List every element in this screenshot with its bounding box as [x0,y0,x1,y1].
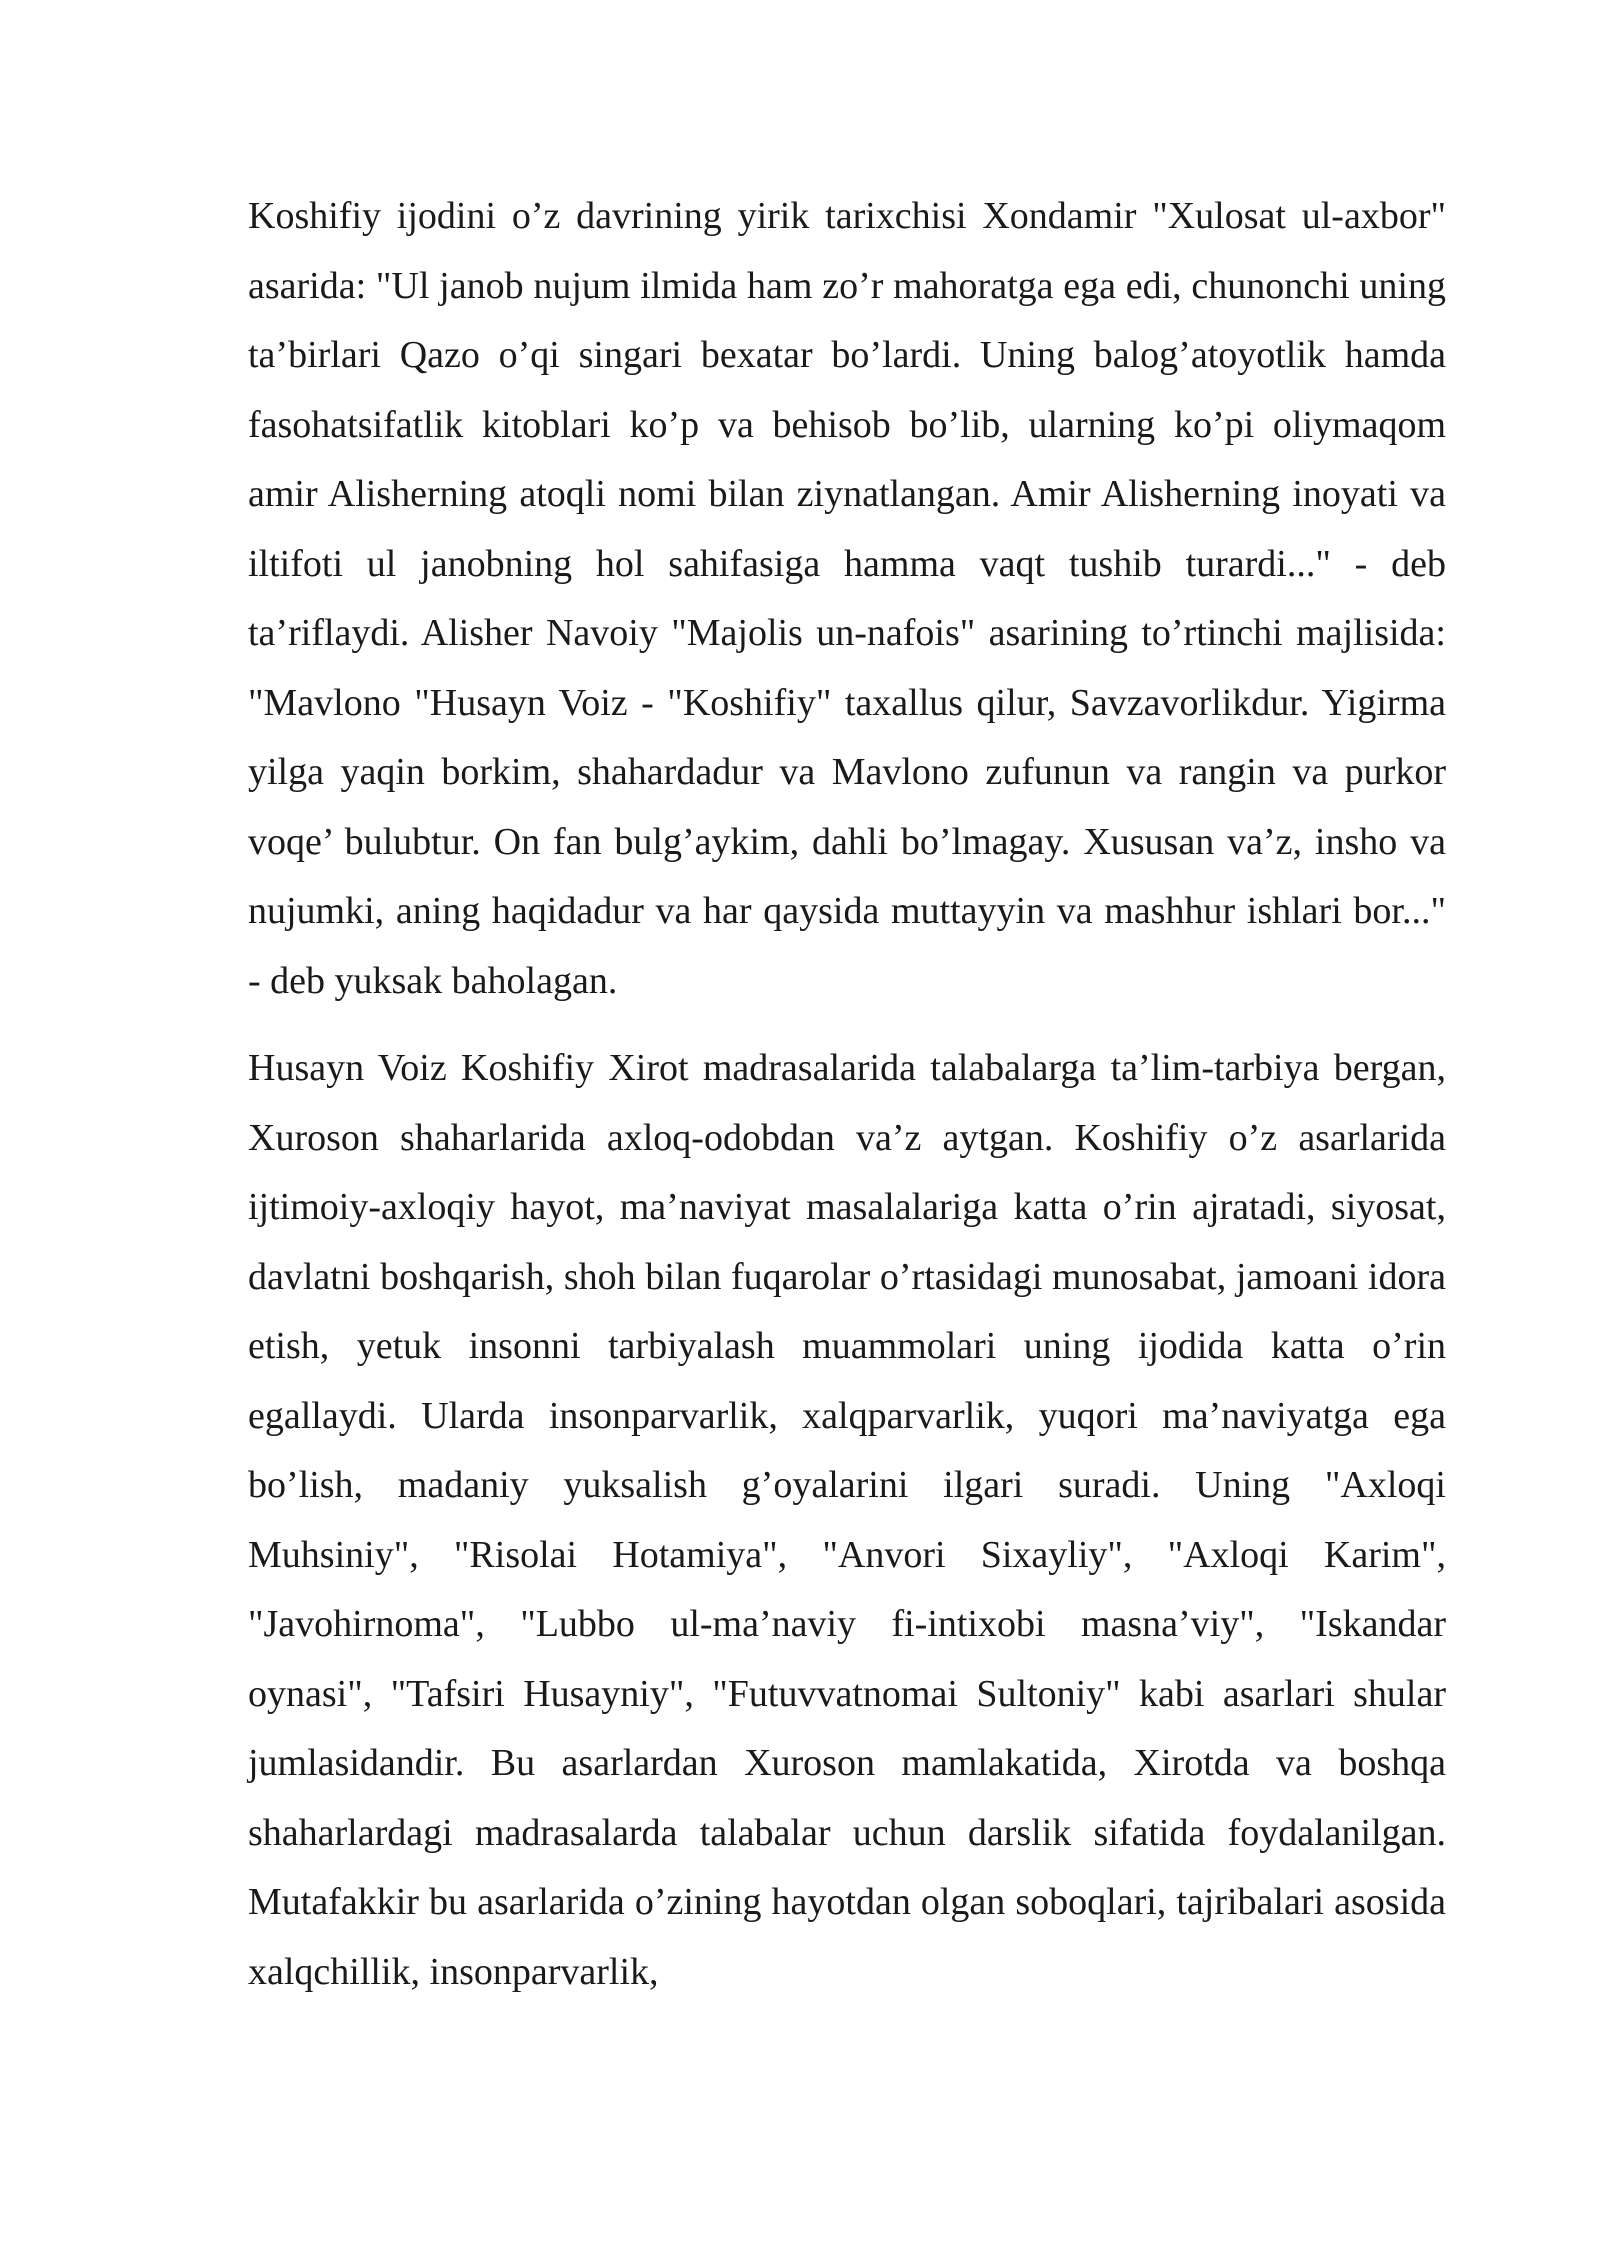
paragraph-koshifiy-praise: Koshifiy ijodini o’z davrining yirik tarixchisi Xondamir "Xulosat ul-axbor" asarida: "Ul janob nujum ilmida ham zo’r mahoratga ega edi, chunonchi uning ta’birlari Qazo o’qi singari bexatar bo’lardi. Uning balog’atoyotlik hamda fasohatsifatlik kitoblari ko’p va behisob bo’lib, ularning ko’pi oliymaqom amir Alisherning atoqli nomi bilan ziynatlangan. Amir Alisherning inoyati va iltifoti ul janobning hol sahifasiga hamma vaqt tushib turardi..." - deb ta’riflaydi. Alisher Navoiy "Majolis un-nafois" asarining to’rtinchi majlisida: "Mavlono "Husayn Voiz - "Koshifiy" taxallus qilur, Savzavorlikdur. Yigirma yilga yaqin borkim, shahardadur va Mavlono zufunun va rangin va purkor voqe’ bulubtur. On fan bulg’aykim, dahli bo’lmagay. Xususan va’z, insho va nujumki, aning haqidadur va har qaysida muttayyin va mashhur ishlari bor..." - deb yuksak baholagan. [248,195,1446,1002]
paragraph-koshifiy-works: Husayn Voiz Koshifiy Xirot madrasalarida talabalarga ta’lim-tarbiya bergan, Xuroson shaharlarida axloq-odobdan va’z aytgan. Koshifiy o’z asarlarida ijtimoiy-axloqiy hayot, ma’naviyat masalalariga katta o’rin ajratadi, siyosat, davlatni boshqarish, shoh bilan fuqarolar o’rtasidagi munosabat, jamoani idora etish, yetuk insonni tarbiyalash muammolari uning ijodida katta o’rin egallaydi. Ularda insonparvarlik, xalqparvarlik, yuqori ma’naviyatga ega bo’lish, madaniy yuksalish g’oyalarini ilgari suradi. Uning "Axloqi Muhsiniy", "Risolai Hotamiya", "Anvori Sixayliy", "Axloqi Karim", "Javohirnoma", "Lubbo ul-ma’naviy fi-intixobi masna’viy", "Iskandar oynasi", "Tafsiri Husayniy", "Futuvvatnomai Sultoniy" kabi asarlari shular jumlasidandir. Bu asarlardan Xuroson mamlakatida, Xirotda va boshqa shaharlardagi madrasalarda talabalar uchun darslik sifatida foydalanilgan. Mutafakkir bu asarlarida o’zining hayotdan olgan soboqlari, tajribalari asosida xalqchillik, insonparvarlik, [248,1047,1446,1993]
document-body [248,182,1446,2007]
